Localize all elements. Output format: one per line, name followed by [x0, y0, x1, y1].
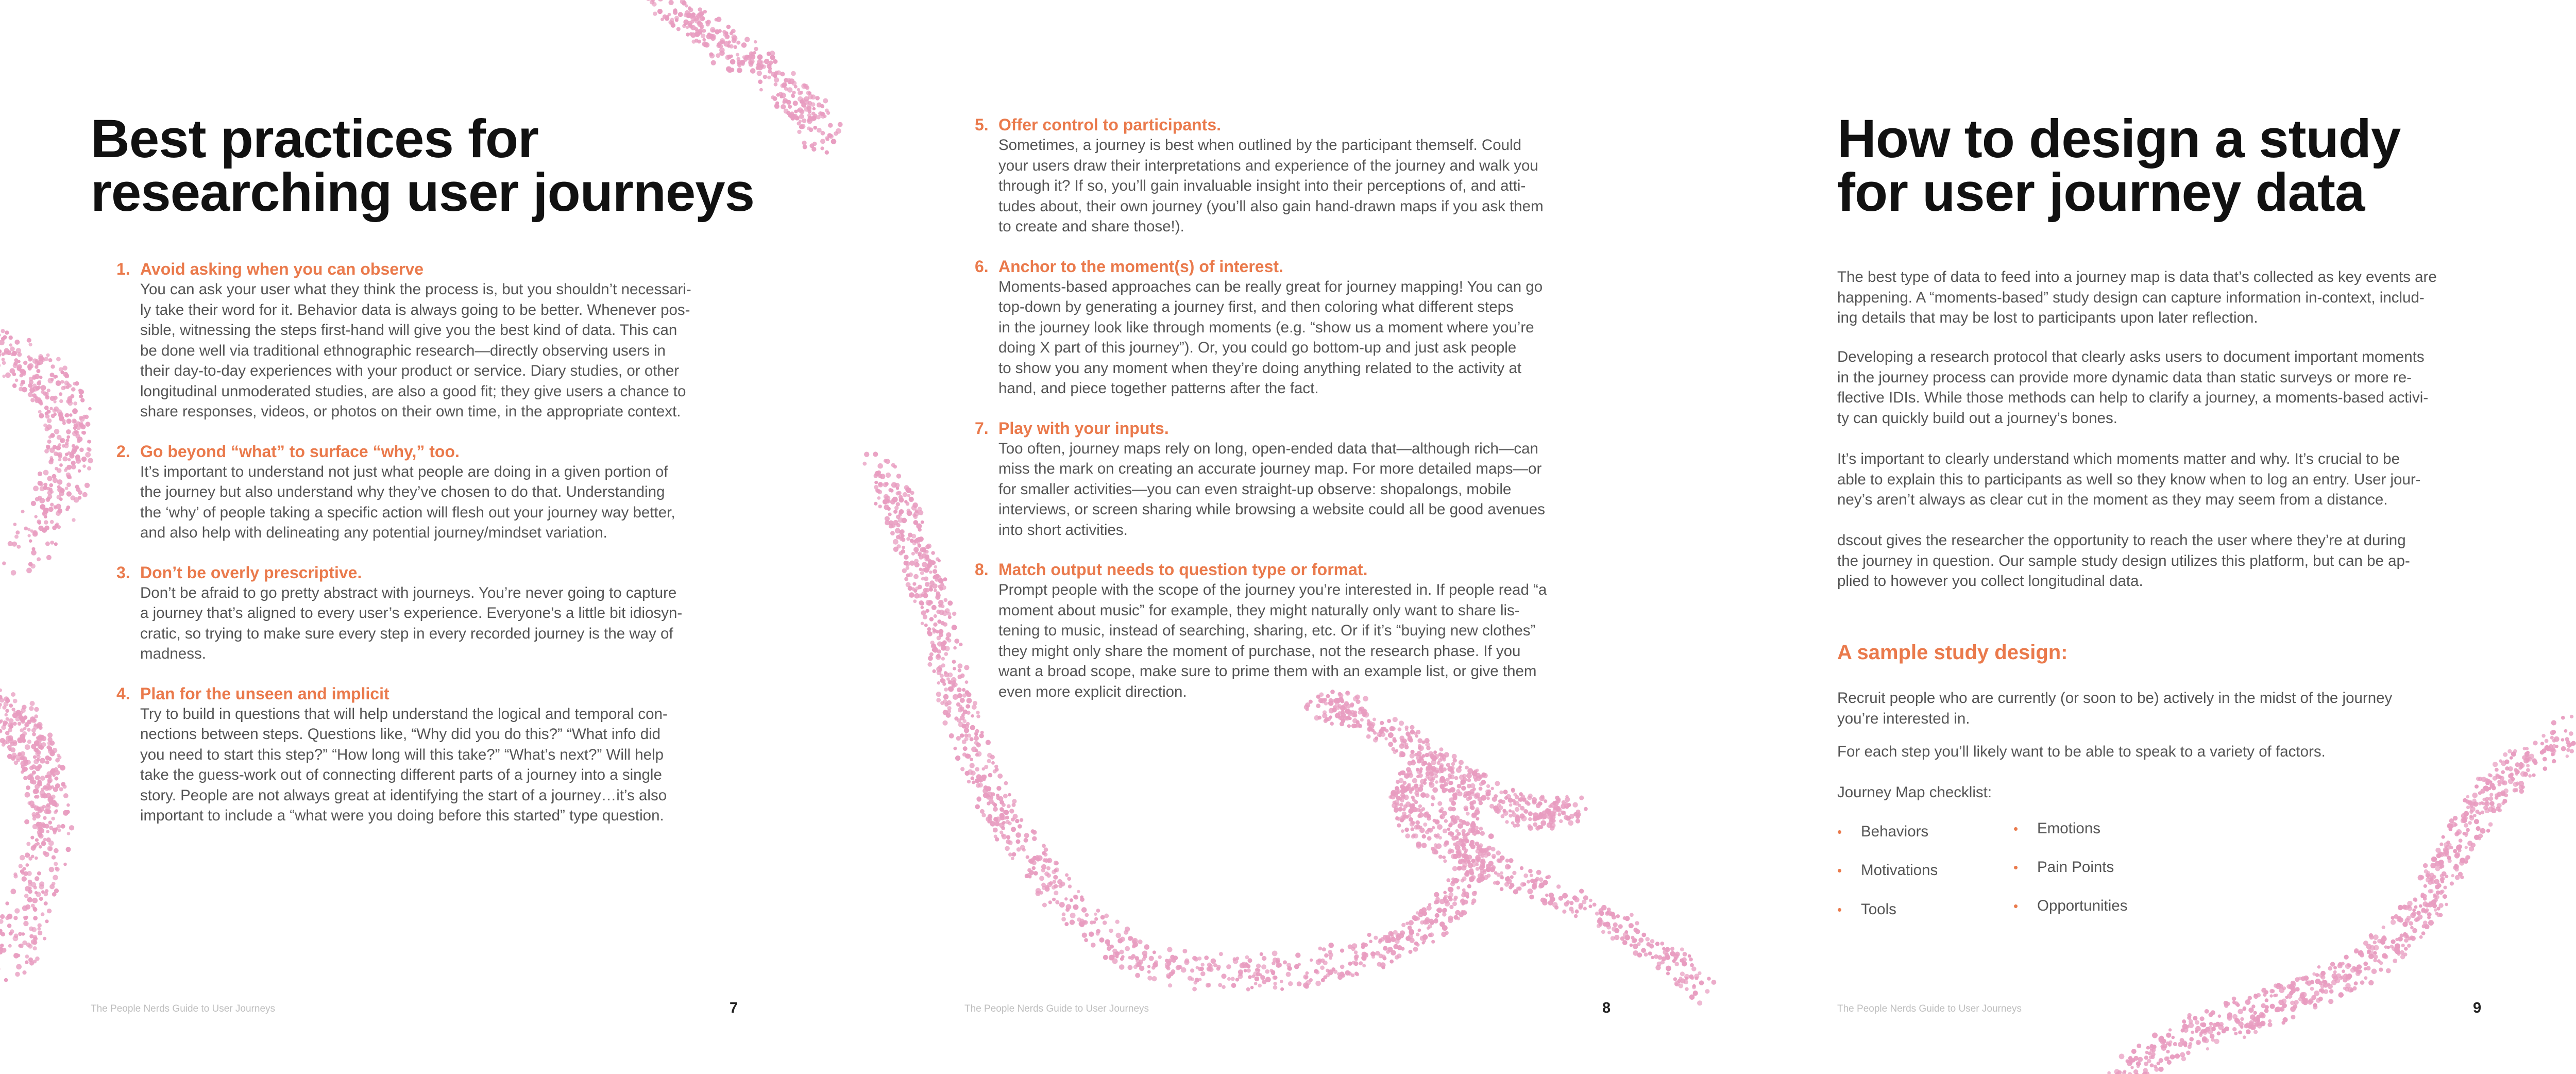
- best-practice-item: [949, 256, 1639, 399]
- body-line: ing details that may be lost to participants upon later reflection.: [1837, 309, 2258, 326]
- body-line: story. People are not always great at identifying the start of a journey…it’s also: [140, 786, 667, 804]
- body-line: the journey but also understand why they’ve chosen to do that. Understanding: [140, 483, 665, 500]
- body-line: interviews, or screen sharing while browsing a website could all be good avenues: [998, 501, 1545, 518]
- page-9-title-line-1: How to design a study: [1837, 109, 2401, 169]
- best-practice-item: [91, 562, 776, 664]
- body-line: the journey in question. Our sample study design utilizes this platform, but can be ap-: [1837, 552, 2410, 569]
- body-line: to show you any moment when they’re doing anything related to the activity at: [998, 359, 1522, 377]
- body-line: madness.: [140, 645, 206, 662]
- body-line: a journey that’s aligned to every user’s experience. Everyone’s a little bit idiosyn-: [140, 605, 683, 622]
- page-7-title: [91, 109, 755, 223]
- item-title: Don’t be overly prescriptive.: [140, 563, 362, 582]
- checklist-item-pain-points: • Pain Points: [2013, 857, 2114, 878]
- item-title: Offer control to participants.: [998, 115, 1222, 134]
- best-practices-list-2: [949, 114, 1639, 721]
- body-line: into short activities.: [998, 521, 1128, 539]
- item-title: Anchor to the moment(s) of interest.: [998, 257, 1283, 276]
- page-number: 7: [730, 1000, 738, 1016]
- body-line: Don’t be afraid to go pretty abstract with journeys. You’re never going to capture: [140, 584, 677, 601]
- intro-paragraph: [1837, 267, 2522, 328]
- item-number: 2.: [116, 442, 130, 461]
- page-footer: The People Nerds Guide to User Journeys: [964, 1003, 1149, 1014]
- best-practices-list-1: [91, 259, 776, 845]
- best-practice-item: [91, 259, 776, 422]
- item-title: Play with your inputs.: [998, 418, 1169, 438]
- page-footer: The People Nerds Guide to User Journeys: [91, 1003, 276, 1014]
- checklist-item-emotions: • Emotions: [2013, 818, 2100, 839]
- body-line: you need to start this step?” “How long will this take?” “What’s next?” Will help: [140, 746, 664, 763]
- body-line: they might only share the moment of purchase, not the research phase. If you: [998, 642, 1521, 660]
- body-line: for smaller activities—you can even straight-up observe: shopalongs, mobile: [998, 480, 1512, 498]
- checklist-item-opportunities: • Opportunities: [2013, 896, 2127, 916]
- item-number: 6.: [975, 257, 989, 276]
- page-9-title: [1837, 109, 2401, 223]
- body-line: miss the mark on creating an accurate journey map. For more detailed maps—or: [998, 460, 1542, 477]
- sample-study-heading: A sample study design:: [1837, 641, 2068, 664]
- body-line: The best type of data to feed into a journey map is data that’s collected as key events are: [1837, 268, 2437, 286]
- body-line: through it? If so, you’ll gain invaluable insight into their perceptions of, and atti-: [998, 177, 1526, 194]
- body-line: Moments-based approaches can be really great for journey mapping! You can go: [998, 278, 1543, 295]
- item-title: Avoid asking when you can observe: [140, 260, 424, 278]
- body-line: take the guess-work out of connecting different parts of a journey into a single: [140, 766, 662, 783]
- checklist-item-motivations: • Motivations: [1837, 860, 1938, 881]
- page-7-title-line-2: researching user journeys: [91, 162, 755, 223]
- body-line: nections between steps. Questions like, “Why did you do this?” “What info did: [140, 726, 661, 743]
- body-line: Too often, journey maps rely on long, open-ended data that—although rich—can: [998, 440, 1538, 457]
- body-line: Developing a research protocol that clearly asks users to document important moments: [1837, 348, 2425, 365]
- item-number: 4.: [116, 684, 130, 703]
- page-8: [858, 0, 1718, 1074]
- item-title: Go beyond “what” to surface “why,” too.: [140, 442, 460, 461]
- body-line: longitudinal unmoderated studies, are also a good fit; they give users a chance to: [140, 382, 686, 400]
- item-body: [998, 580, 1639, 702]
- item-number: 7.: [975, 418, 989, 438]
- item-number: 1.: [116, 260, 130, 278]
- body-line: hand, and piece together patterns after the fact.: [998, 380, 1319, 397]
- page-7-title-line-1: Best practices for: [91, 109, 539, 169]
- recruit-paragraph: [1837, 688, 2522, 729]
- moments-paragraph: [1837, 449, 2522, 510]
- body-line: sible, witnessing the steps first-hand will give you the best kind of data. This can: [140, 322, 677, 339]
- body-line: Prompt people with the scope of the journey you’re interested in. If people read “a: [998, 581, 1547, 598]
- body-line: top-down by generating a journey first, and then coloring what different steps: [998, 298, 1514, 315]
- item-body: [140, 279, 776, 422]
- page-9: [1718, 0, 2576, 1074]
- item-body: [140, 462, 776, 543]
- body-line: doing X part of this journey”). Or, you could go bottom-up and just ask people: [998, 339, 1517, 356]
- item-body: [140, 583, 776, 664]
- body-line: cratic, so trying to make sure every step in every recorded journey is the way of: [140, 625, 673, 642]
- body-line: and also help with delineating any potential journey/mindset variation.: [140, 524, 607, 541]
- body-line: be done well via traditional ethnographic research—directly observing users in: [140, 342, 666, 359]
- body-line: their day-to-day experiences with your product or service. Diary studies, or other: [140, 362, 680, 379]
- body-line: For each step you’ll likely want to be able to speak to a variety of factors.: [1837, 743, 2326, 760]
- item-body: [998, 277, 1639, 399]
- dscout-paragraph: [1837, 530, 2522, 592]
- body-line: important to include a “what were you doing before this started” type question.: [140, 807, 664, 824]
- protocol-paragraph: [1837, 347, 2522, 428]
- body-line: ty can quickly build out a journey’s bones.: [1837, 409, 2117, 427]
- body-line: tening to music, instead of searching, sharing, etc. Or if it’s “buying new clothes”: [998, 622, 1536, 639]
- body-line: in the journey look like through moments (e.g. “show us a moment where you’re: [998, 318, 1534, 336]
- item-title: Match output needs to question type or format.: [998, 560, 1368, 579]
- best-practice-item: [949, 559, 1639, 702]
- page-number: 9: [2473, 1000, 2482, 1016]
- item-number: 5.: [975, 115, 989, 134]
- page-7: [0, 0, 858, 1074]
- checklist-item-tools: • Tools: [1837, 899, 1896, 920]
- item-body: [998, 439, 1639, 541]
- body-line: able to explain this to participants as well so they know when to log an entry. User jour-: [1837, 471, 2421, 488]
- best-practice-item: [949, 418, 1639, 541]
- item-number: 8.: [975, 560, 989, 579]
- body-line: you’re interested in.: [1837, 710, 1970, 727]
- body-line: You can ask your user what they think the process is, but you shouldn’t necessari-: [140, 281, 691, 298]
- page-number: 8: [1602, 1000, 1611, 1016]
- factors-paragraph: [1837, 742, 2522, 762]
- body-line: It’s important to clearly understand which moments matter and why. It’s crucial to be: [1837, 450, 2400, 467]
- body-line: happening. A “moments-based” study design can capture information in-context, includ-: [1837, 289, 2425, 306]
- best-practice-item: [949, 114, 1639, 237]
- page-footer: The People Nerds Guide to User Journeys: [1837, 1003, 2022, 1014]
- checklist-item-behaviors: • Behaviors: [1837, 821, 1928, 842]
- body-line: dscout gives the researcher the opportunity to reach the user where they’re at during: [1837, 532, 2406, 549]
- body-line: plied to however you collect longitudinal data.: [1837, 573, 2143, 590]
- body-line: share responses, videos, or photos on their own time, in the appropriate context.: [140, 403, 681, 420]
- body-line: want a broad scope, make sure to prime them with an example list, or give them: [998, 663, 1537, 680]
- body-line: tudes about, their own journey (you’ll also gain hand-drawn maps if you ask them: [998, 197, 1544, 215]
- body-line: ly take their word for it. Behavior data is always going to be better. Whenever pos-: [140, 301, 690, 318]
- body-line: Recruit people who are currently (or soon to be) actively in the midst of the journey: [1837, 690, 2393, 707]
- checklist-label: Journey Map checklist:: [1837, 784, 1992, 801]
- body-line: in the journey process can provide more dynamic data than static surveys or more re-: [1837, 368, 2412, 386]
- body-line: the ‘why’ of people taking a specific action will flesh out your journey way better,: [140, 504, 675, 521]
- body-line: moment about music” for example, they might naturally only want to share lis-: [998, 601, 1520, 619]
- body-line: Try to build in questions that will help understand the logical and temporal con-: [140, 705, 668, 723]
- body-line: ney’s aren’t always as clear cut in the moment as they may seem from a distance.: [1837, 491, 2388, 508]
- body-line: to create and share those!).: [998, 218, 1184, 235]
- item-body: [140, 704, 776, 826]
- body-line: your users draw their interpretations and experience of the journey and walk you: [998, 157, 1538, 174]
- item-body: [998, 135, 1639, 237]
- body-line: even more explicit direction.: [998, 683, 1187, 700]
- item-title: Plan for the unseen and implicit: [140, 684, 389, 703]
- body-line: It’s important to understand not just what people are doing in a given portion of: [140, 463, 668, 480]
- best-practice-item: [91, 441, 776, 543]
- item-number: 3.: [116, 563, 130, 582]
- body-line: flective IDIs. While those methods can help to clarify a journey, a moments-based activi-: [1837, 389, 2429, 406]
- page-9-title-line-2: for user journey data: [1837, 162, 2365, 223]
- body-line: Sometimes, a journey is best when outlined by the participant themself. Could: [998, 137, 1522, 154]
- best-practice-item: [91, 683, 776, 826]
